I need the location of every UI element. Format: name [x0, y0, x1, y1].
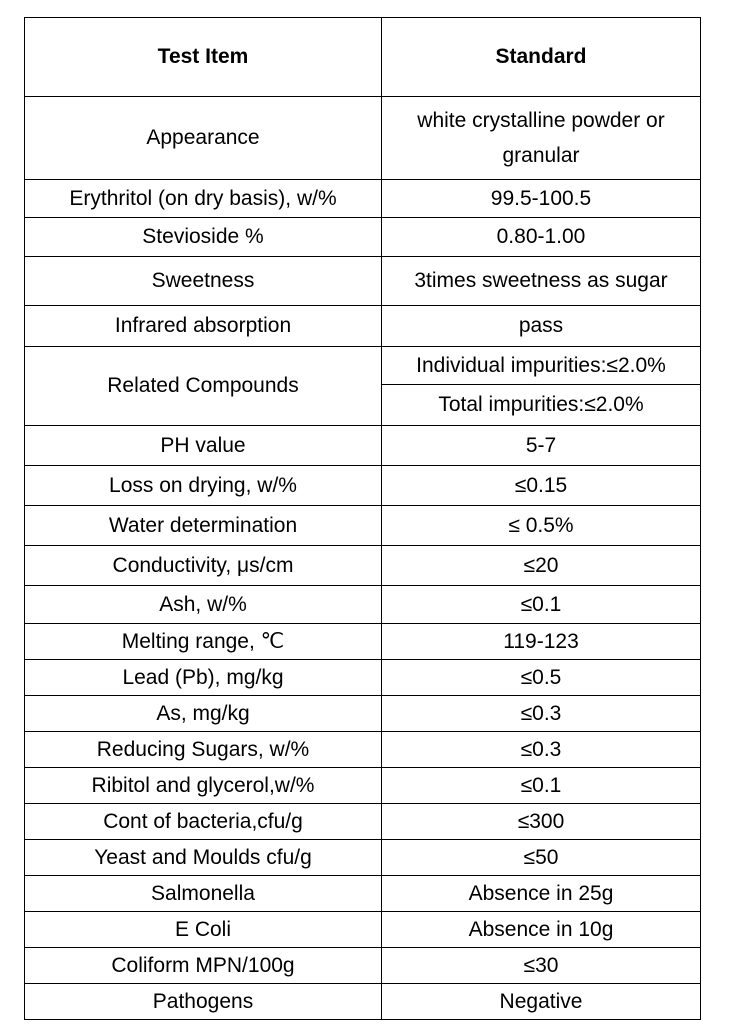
table-row	[25, 804, 701, 840]
table-row	[25, 876, 701, 912]
row-standard: 119-123	[382, 624, 701, 660]
row-item: Stevioside %	[25, 218, 382, 257]
row-item: Cont of bacteria,cfu/g	[25, 804, 382, 840]
table-row	[25, 466, 701, 506]
row-item: Coliform MPN/100g	[25, 948, 382, 984]
row-standard: pass	[382, 306, 701, 347]
table-row	[25, 218, 701, 257]
table-row	[25, 840, 701, 876]
row-standard: ≤20	[382, 546, 701, 586]
table-row	[25, 546, 701, 586]
row-item: Related Compounds	[25, 347, 382, 426]
table-row	[25, 97, 701, 180]
row-standard: ≤0.1	[382, 768, 701, 804]
row-item: Infrared absorption	[25, 306, 382, 347]
table-row	[25, 624, 701, 660]
row-item: Appearance	[25, 97, 382, 180]
row-standard: ≤ 0.5%	[382, 506, 701, 546]
row-standard: 99.5-100.5	[382, 180, 701, 218]
row-standard: ≤30	[382, 948, 701, 984]
row-standard: ≤0.3	[382, 732, 701, 768]
table-row	[25, 732, 701, 768]
row-item: Sweetness	[25, 257, 382, 306]
row-item: Lead (Pb), mg/kg	[25, 660, 382, 696]
row-standard: Individual impurities:≤2.0%	[382, 347, 701, 385]
row-item: PH value	[25, 426, 382, 466]
table-row	[25, 948, 701, 984]
row-standard: 0.80-1.00	[382, 218, 701, 257]
row-item: Ribitol and glycerol,w/%	[25, 768, 382, 804]
row-item: Reducing Sugars, w/%	[25, 732, 382, 768]
row-standard: ≤0.5	[382, 660, 701, 696]
row-standard: 3times sweetness as sugar	[382, 257, 701, 306]
header-standard: Standard	[382, 18, 701, 97]
table-row	[25, 426, 701, 466]
row-standard: ≤0.1	[382, 586, 701, 624]
table-row	[25, 306, 701, 347]
row-standard: Total impurities:≤2.0%	[382, 385, 701, 426]
row-standard: ≤0.15	[382, 466, 701, 506]
table-row	[25, 912, 701, 948]
table-row	[25, 180, 701, 218]
table-row	[25, 347, 701, 385]
table-row	[25, 696, 701, 732]
spec-table	[24, 17, 701, 1020]
row-standard: Absence in 25g	[382, 876, 701, 912]
table-row	[25, 506, 701, 546]
row-item: Pathogens	[25, 984, 382, 1020]
row-item: Erythritol (on dry basis), w/%	[25, 180, 382, 218]
table-row	[25, 586, 701, 624]
table-row	[25, 660, 701, 696]
table-row	[25, 768, 701, 804]
row-item: E Coli	[25, 912, 382, 948]
row-standard: 5-7	[382, 426, 701, 466]
row-standard: Negative	[382, 984, 701, 1020]
row-item: Salmonella	[25, 876, 382, 912]
row-item: Ash, w/%	[25, 586, 382, 624]
row-standard: ≤0.3	[382, 696, 701, 732]
row-item: Water determination	[25, 506, 382, 546]
row-standard: white crystalline powder or granular	[382, 97, 701, 180]
row-item: Conductivity, μs/cm	[25, 546, 382, 586]
row-item: Yeast and Moulds cfu/g	[25, 840, 382, 876]
table-row	[25, 257, 701, 306]
row-standard: ≤300	[382, 804, 701, 840]
header-test-item: Test Item	[25, 18, 382, 97]
header-row	[25, 18, 701, 97]
row-standard: ≤50	[382, 840, 701, 876]
row-item: As, mg/kg	[25, 696, 382, 732]
row-item: Loss on drying, w/%	[25, 466, 382, 506]
row-item: Melting range, ℃	[25, 624, 382, 660]
row-standard: Absence in 10g	[382, 912, 701, 948]
table-row	[25, 984, 701, 1020]
